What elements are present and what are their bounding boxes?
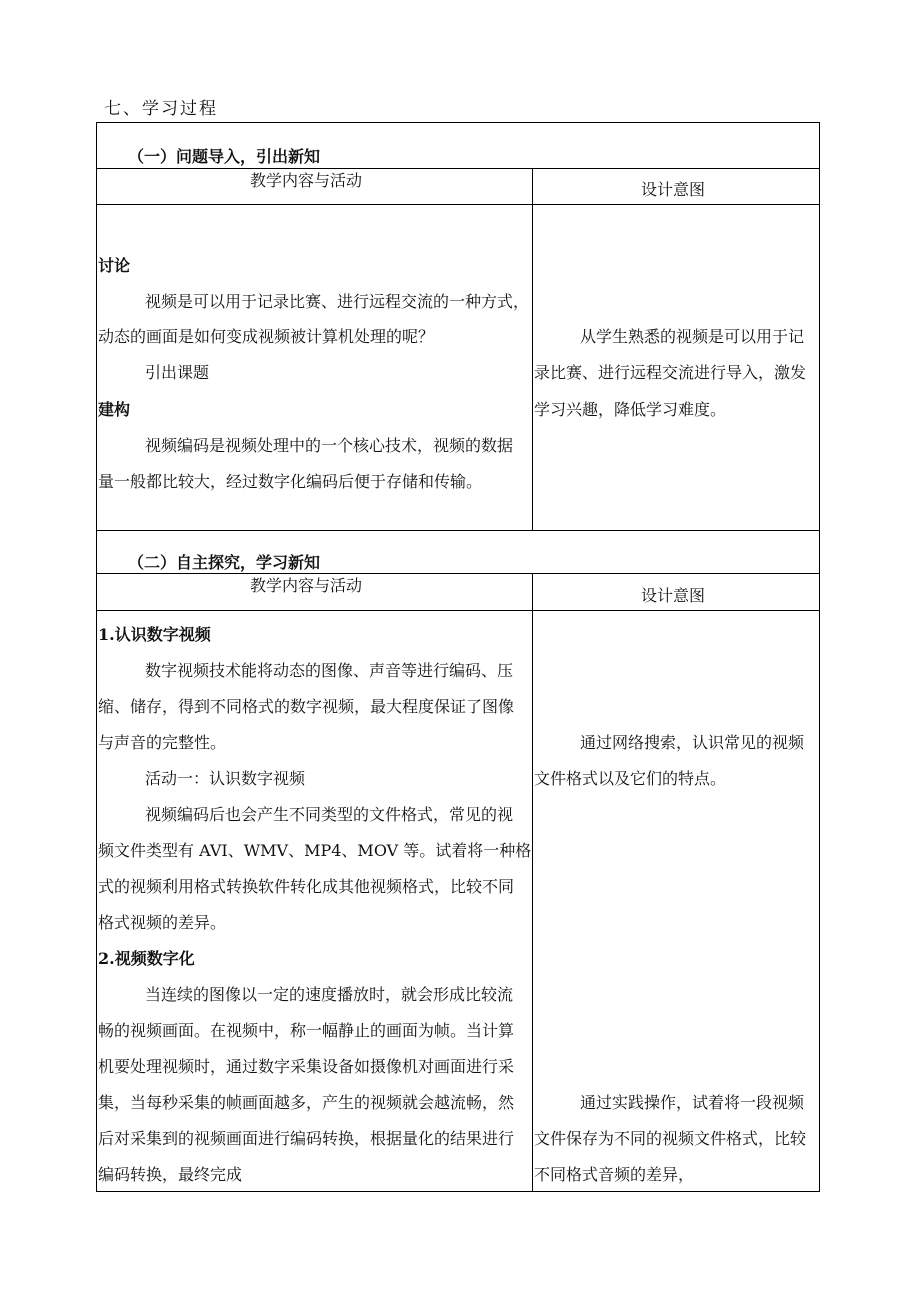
section2-title: （二）自主探究，学习新知	[128, 553, 321, 572]
formats-para-line: 频文件类型有 AVI、WMV、MP4、MOV 等。试着将一种格	[98, 841, 532, 860]
section1-left-header: 教学内容与活动	[250, 171, 363, 190]
digitization-para-line: 当连续的图像以一定的速度播放时，就会形成比较流	[145, 985, 514, 1004]
digitization-heading: 2.视频数字化	[98, 949, 195, 968]
build-para-line: 视频编码是视频处理中的一个核心技术，视频的数据	[145, 436, 514, 455]
section2-intent1-line: 文件格式以及它们的特点。	[534, 769, 727, 788]
formats-para-line: 视频编码后也会产生不同类型的文件格式，常见的视	[145, 805, 514, 824]
section2-left-header: 教学内容与活动	[250, 576, 363, 595]
intro-topic-text: 引出课题	[145, 363, 210, 382]
section1-intent-line: 学习兴趣，降低学习难度。	[534, 400, 727, 419]
digitization-para-line: 畅的视频画面。在视频中，称一幅静止的画面为帧。当计算	[98, 1021, 515, 1040]
discuss-para-line: 动态的画面是如何变成视频被计算机处理的呢？	[98, 327, 435, 346]
row-line	[96, 204, 820, 205]
formats-para-line: 式的视频利用格式转换软件转化成其他视频格式，比较不同	[98, 877, 515, 896]
border-left	[96, 122, 97, 1192]
col-divider	[532, 168, 533, 531]
digital-video-heading: 1.认识数字视频	[98, 625, 211, 644]
digitization-para-line: 编码转换，最终完成	[98, 1165, 243, 1184]
activity-one-text: 活动一：认识数字视频	[145, 769, 306, 788]
border-bottom	[96, 1191, 820, 1192]
border-right	[819, 122, 820, 1192]
row-line	[96, 530, 820, 531]
section1-right-header: 设计意图	[641, 180, 706, 199]
digitization-para-line: 后对采集到的视频画面进行编码转换，根据量化的结果进行	[98, 1129, 515, 1148]
section2-intent2-line: 通过实践操作，试着将一段视频	[580, 1093, 805, 1112]
main-heading: 七、学习过程	[104, 99, 218, 119]
section2-intent1-line: 通过网络搜索，认识常见的视频	[580, 733, 805, 752]
digitization-para-line: 机要处理视频时，通过数字采集设备如摄像机对画面进行采	[98, 1057, 515, 1076]
discuss-heading: 讨论	[98, 256, 131, 275]
build-para-line: 量一般都比较大，经过数字化编码后便于存储和传输。	[98, 472, 483, 491]
digital-video-para-line: 数字视频技术能将动态的图像、声音等进行编码、压	[145, 661, 514, 680]
section2-right-header: 设计意图	[641, 586, 706, 605]
discuss-para-line: 视频是可以用于记录比赛、进行远程交流的一种方式，	[145, 292, 530, 311]
section1-intent-line: 从学生熟悉的视频是可以用于记	[580, 327, 805, 346]
digital-video-para-line: 缩、储存，得到不同格式的数字视频，最大程度保证了图像	[98, 697, 515, 716]
border-top	[96, 122, 820, 123]
col-divider	[532, 573, 533, 1192]
formats-para-line: 格式视频的差异。	[98, 913, 227, 932]
digital-video-para-line: 与声音的完整性。	[98, 733, 227, 752]
build-heading: 建构	[98, 400, 131, 419]
section2-intent2-line: 文件保存为不同的视频文件格式，比较	[534, 1129, 807, 1148]
section2-intent2-line: 不同格式音频的差异，	[534, 1165, 695, 1184]
row-line	[96, 573, 820, 574]
digitization-para-line: 集，当每秒采集的帧画面越多，产生的视频就会越流畅，然	[98, 1093, 515, 1112]
row-line	[96, 610, 820, 611]
section1-intent-line: 录比赛、进行远程交流进行导入，激发	[534, 363, 807, 382]
row-line	[96, 168, 820, 169]
section1-title: （一）问题导入，引出新知	[128, 147, 321, 166]
